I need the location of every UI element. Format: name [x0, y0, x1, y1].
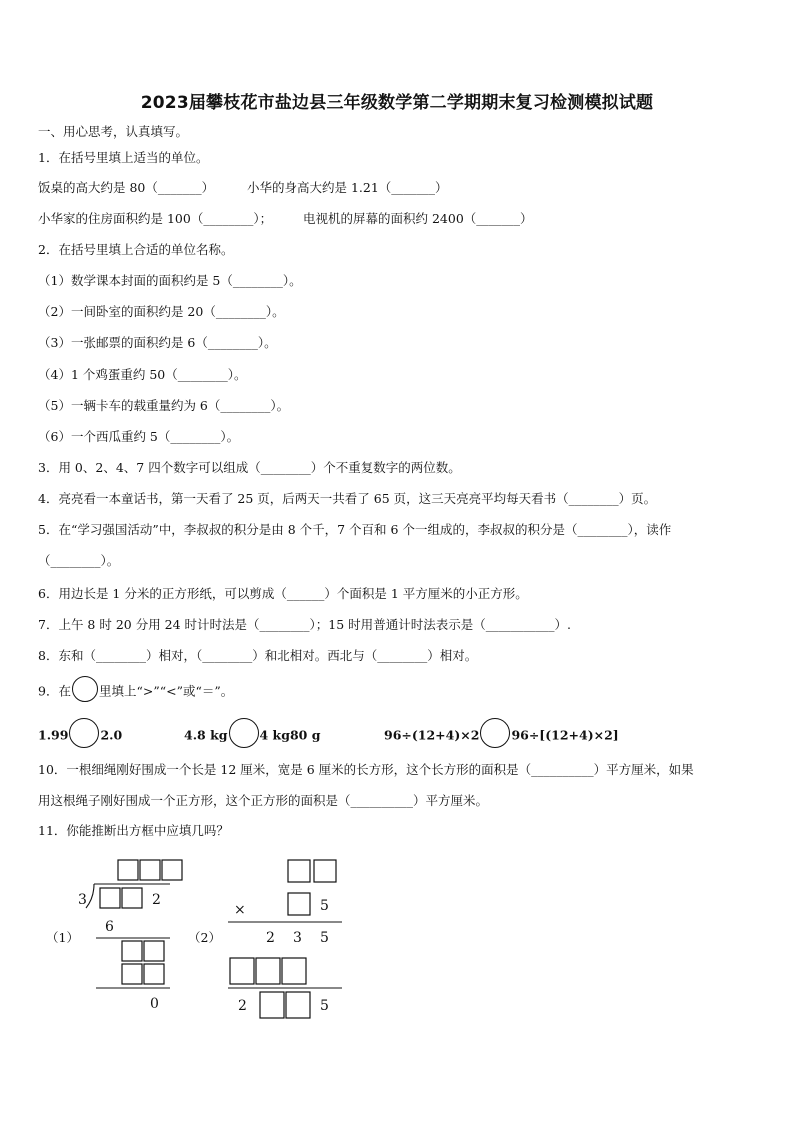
- result-digit-last: 5: [320, 998, 329, 1014]
- q2-stem: 2．在括号里填上合适的单位名称。: [38, 242, 234, 257]
- q1-row1-b: 小华的身高大约是 1.21（_______）: [247, 180, 448, 195]
- q7: 7．上午 8 时 20 分用 24 时计时法是（________）；15 时用普通计时法表示是（___________）.: [38, 617, 571, 632]
- q3: 3．用 0、2、4、7 四个数字可以组成（________）个不重复数字的两位数。: [38, 460, 461, 475]
- dividend-last-digit: 2: [152, 892, 161, 908]
- q5-line-2: （________）。: [38, 553, 120, 568]
- q9-compare-3: [384, 724, 619, 748]
- partial2-box-3[interactable]: [282, 958, 306, 984]
- q6: 6．用边长是 1 分米的正方形纸，可以剪成（______）个面积是 1 平方厘米的小正方形。: [38, 586, 528, 601]
- step-box-2[interactable]: [144, 941, 164, 961]
- answer-circle-2[interactable]: [229, 718, 259, 748]
- answer-circle-1[interactable]: [69, 718, 99, 748]
- division-figure: [46, 860, 182, 1012]
- q2-item-4: （4）1 个鸡蛋重约 50（________）。: [38, 367, 247, 382]
- q10-line-2: 用这根绳子刚好围成一个正方形，这个正方形的面积是（__________）平方厘米。: [38, 793, 489, 808]
- q2-item-5: （5）一辆卡车的载重量约为 6（________）。: [38, 398, 290, 413]
- figure-1-label: （1）: [46, 930, 79, 945]
- step-box-1[interactable]: [122, 941, 142, 961]
- divisor: 3: [78, 892, 87, 908]
- multiply-sign: ×: [234, 902, 246, 918]
- quotient-box-2[interactable]: [140, 860, 160, 880]
- quotient-box-1[interactable]: [118, 860, 138, 880]
- result-digit-1: 2: [238, 998, 247, 1014]
- q9-c3-right: 96÷[(12+4)×2]: [511, 727, 619, 743]
- q5-line-1: 5．在“学习强国活动”中，李叔叔的积分是由 8 个千，7 个百和 6 个一组成的，李叔叔的积分是（________），读作: [38, 522, 672, 537]
- q9-c2-right: 4 kg80 g: [259, 727, 321, 743]
- partial-digit-1: 2: [266, 930, 275, 946]
- dividend-box-1[interactable]: [100, 888, 120, 908]
- multiplier-box[interactable]: [288, 893, 310, 915]
- partial2-box-1[interactable]: [230, 958, 254, 984]
- partial2-box-2[interactable]: [256, 958, 280, 984]
- partial-digit-2: 3: [293, 930, 302, 946]
- result-box-1[interactable]: [260, 992, 284, 1018]
- quotient-box-3[interactable]: [162, 860, 182, 880]
- q9-compare-1: [38, 724, 122, 748]
- figure-2-label: （2）: [188, 930, 221, 945]
- answer-circle-3[interactable]: [480, 718, 510, 748]
- q9-c1-left: 1.99: [38, 727, 69, 743]
- division-bracket: [86, 884, 94, 908]
- dividend-box-2[interactable]: [122, 888, 142, 908]
- q9-stem: [38, 682, 233, 702]
- q11-stem: 11．你能推断出方框中应填几吗？: [38, 823, 229, 838]
- q10-line-1: 10．一根细绳刚好围成一个长是 12 厘米，宽是 6 厘米的长方形，这个长方形的面积是（__________）平方厘米，如果: [38, 762, 694, 777]
- multiplier-digit: 5: [320, 898, 329, 914]
- result-box-2[interactable]: [286, 992, 310, 1018]
- q9-compare-2: [184, 724, 320, 748]
- division-remainder: 0: [150, 996, 159, 1012]
- q1-stem: 1．在括号里填上适当的单位。: [38, 150, 209, 165]
- multiplicand-box-2[interactable]: [314, 860, 336, 882]
- section-heading: 一、用心思考，认真填写。: [38, 124, 189, 139]
- q2-item-2: （2）一间卧室的面积约是 20（________）。: [38, 304, 285, 319]
- q2-item-3: （3）一张邮票的面积约是 6（________）。: [38, 335, 277, 350]
- q11-figures: [30, 850, 350, 1025]
- step-box-3[interactable]: [122, 964, 142, 984]
- q9-c1-right: 2.0: [100, 727, 123, 743]
- q2-item-6: （6）一个西瓜重约 5（________）。: [38, 429, 240, 444]
- q9-c2-left: 4.8 kg: [184, 727, 228, 743]
- step-box-4[interactable]: [144, 964, 164, 984]
- q4: 4．亮亮看一本童话书，第一天看了 25 页，后两天一共看了 65 页，这三天亮亮平均每天看书（________）页。: [38, 491, 657, 506]
- q9-stem-a: 9．在: [38, 683, 71, 699]
- answer-circle-sample: [72, 676, 98, 702]
- first-product: 6: [105, 919, 114, 935]
- q8: 8．东和（________）相对，（________）和北相对。西北与（________）相对。: [38, 648, 478, 663]
- q9-c3-left: 96÷(12+4)×2: [384, 727, 480, 743]
- multiplicand-box-1[interactable]: [288, 860, 310, 882]
- q1-row2-b: 电视机的屏幕的面积约 2400（_______）: [303, 211, 533, 226]
- partial-digit-3: 5: [320, 930, 329, 946]
- q9-stem-b: 里填上“>”“<”或“＝”。: [98, 683, 234, 699]
- q1-row2-a: 小华家的住房面积约是 100（________）；: [38, 211, 273, 226]
- page-title: 2023届攀枝花市盐边县三年级数学第二学期期末复习检测模拟试题: [140, 93, 654, 113]
- multiplication-figure: [188, 860, 342, 1018]
- q1-row1-a: 饭桌的高大约是 80（_______）: [38, 180, 215, 195]
- q2-item-1: （1）数学课本封面的面积约是 5（________）。: [38, 273, 302, 288]
